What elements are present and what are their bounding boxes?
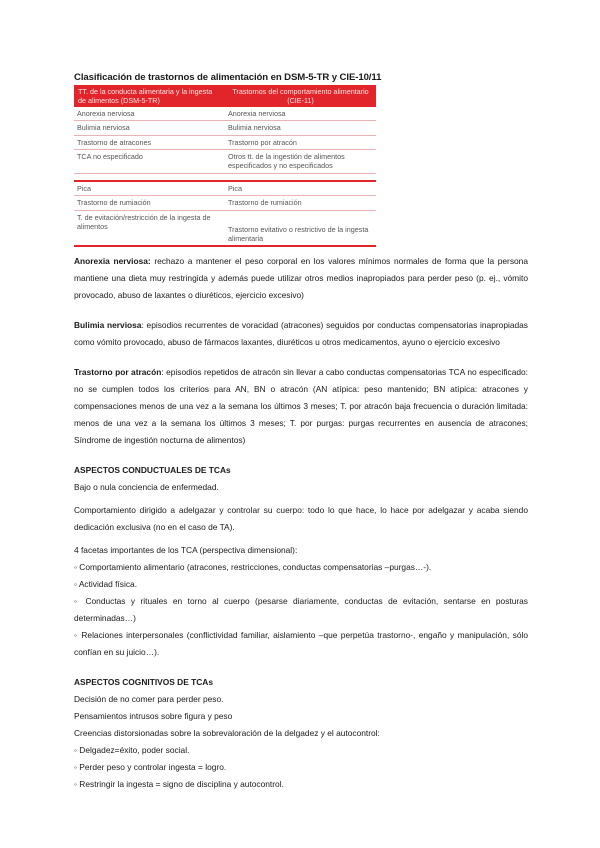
atracon-paragraph xyxy=(74,364,528,449)
cell-cie: Trastorno evitativo o restrictivo de la ingesta alimentaria xyxy=(225,210,376,246)
header-cie-line2: (CIE-11) xyxy=(287,96,314,105)
cell-cie: Pica xyxy=(225,181,376,196)
classification-table xyxy=(74,85,376,247)
conductuales-line: Bajo o nula conciencia de enfermedad. xyxy=(74,482,219,493)
header-dsm: TT. de la conducta alimentaria y la ingesta de alimentos (DSM-5-TR) xyxy=(74,85,225,107)
cognitivos-heading: ASPECTOS COGNITIVOS DE TCAs xyxy=(74,677,213,688)
anorexia-text: rechazo a mantener el peso corporal en los valores mínimos normales de forma que la persona mantiene una dieta muy restringida y además puede utilizar otros medios inapropiados para perder peso (p. ej., vómito provocado, abuso de laxantes o diuréticos, ejercicio excesivo) xyxy=(74,256,528,301)
cell-dsm: Trastorno de atracones xyxy=(74,135,225,149)
cell-cie: Anorexia nerviosa xyxy=(225,107,376,121)
cognitivos-line: Pensamientos intrusos sobre figura y peso xyxy=(74,711,233,722)
table-row xyxy=(74,181,376,196)
cell-dsm: Anorexia nerviosa xyxy=(74,107,225,121)
bulimia-term: Bulimia nerviosa xyxy=(74,320,142,331)
table-row xyxy=(74,121,376,135)
cell-cie: Trastorno por atracón xyxy=(225,135,376,149)
header-cie-line1: Trastornos del comportamiento alimentario xyxy=(232,87,369,96)
facetas-intro: 4 facetas importantes de los TCA (perspectiva dimensional): xyxy=(74,545,298,556)
table-row xyxy=(74,150,376,174)
anorexia-paragraph xyxy=(74,253,528,304)
cell-dsm: TCA no especificado xyxy=(74,150,225,174)
table-row xyxy=(74,135,376,149)
cell-dsm: Trastorno de rumiación xyxy=(74,196,225,210)
cognitivos-bullet: ◦ Perder peso y controlar ingesta = logro. xyxy=(74,762,227,773)
table-divider xyxy=(74,173,376,181)
table-row xyxy=(74,196,376,210)
atracon-term: Trastorno por atracón xyxy=(74,367,162,378)
anorexia-term: Anorexia nerviosa: xyxy=(74,256,151,267)
faceta-item: ◦ Actividad física. xyxy=(74,579,138,590)
cognitivos-bullet: ◦ Delgadez=éxito, poder social. xyxy=(74,745,190,756)
cell-cie: Trastorno de rumiación xyxy=(225,196,376,210)
faceta-item: ◦ Conductas y rituales en torno al cuerpo (pesarse diariamente, conductas de evitación, sentarse en posturas determinadas…) xyxy=(74,596,528,624)
cell-dsm: Pica xyxy=(74,181,225,196)
conductuales-heading: ASPECTOS CONDUCTUALES DE TCAs xyxy=(74,465,231,476)
cognitivos-line: Decisión de no comer para perder peso. xyxy=(74,694,224,705)
cognitivos-line: Creencias distorsionadas sobre la sobrevaloración de la delgadez y el autocontrol: xyxy=(74,728,380,739)
bulimia-paragraph xyxy=(74,317,528,351)
table-row xyxy=(74,210,376,246)
cell-dsm: Bulimia nerviosa xyxy=(74,121,225,135)
cell-dsm: T. de evitación/restricción de la ingesta de alimentos xyxy=(74,210,225,246)
table-title: Clasificación de trastornos de alimentación en DSM-5-TR y CIE-10/11 xyxy=(74,72,382,83)
faceta-item: ◦ Comportamiento alimentario (atracones, restricciones, conductas compensatorias –purgas…-). xyxy=(74,562,432,573)
table-header-row xyxy=(74,85,376,107)
faceta-item: ◦ Relaciones interpersonales (conflictividad familiar, aislamiento –que perpetúa trastorno-, engaño y manipulación, sólo confían en su juicio…). xyxy=(74,630,528,658)
cell-cie: Otros tt. de la ingestión de alimentos especificados y no especificados xyxy=(225,150,376,174)
cognitivos-bullet: ◦ Restringir la ingesta = signo de disciplina y autocontrol. xyxy=(74,779,284,790)
cell-cie: Bulimia nerviosa xyxy=(225,121,376,135)
header-cie xyxy=(225,85,376,107)
bulimia-text: : episodios recurrentes de voracidad (atracones) seguidos por conductas compensatorias inapropiadas como vómito provocado, abuso de fármacos laxantes, diuréticos u otros medicamentos, ayuno o ejercicio excesivo xyxy=(74,320,528,348)
atracon-text: : episodios repetidos de atracón sin llevar a cabo conductas compensatorias TCA no especificado: no se cumplen todos los criterios para AN, BN o atracón (AN atípica: peso mantenido; BN atípica: atracones y compensaciones menos de una vez a la semana los últimos 3 meses; T. por atracón baja frecuencia o duración limitada: menos de una vez a la semana los últimos 3 meses; T. por purgas: purgas recurrentes en ausencia de atracones; Síndrome de ingestión nocturna de alimentos) xyxy=(74,367,528,446)
conductuales-line: Comportamiento dirigido a adelgazar y controlar su cuerpo: todo lo que hace, lo hace por adelgazar y acaba siendo dedicación exclusiva (no en el caso de TA). xyxy=(74,505,528,533)
table-row xyxy=(74,107,376,121)
